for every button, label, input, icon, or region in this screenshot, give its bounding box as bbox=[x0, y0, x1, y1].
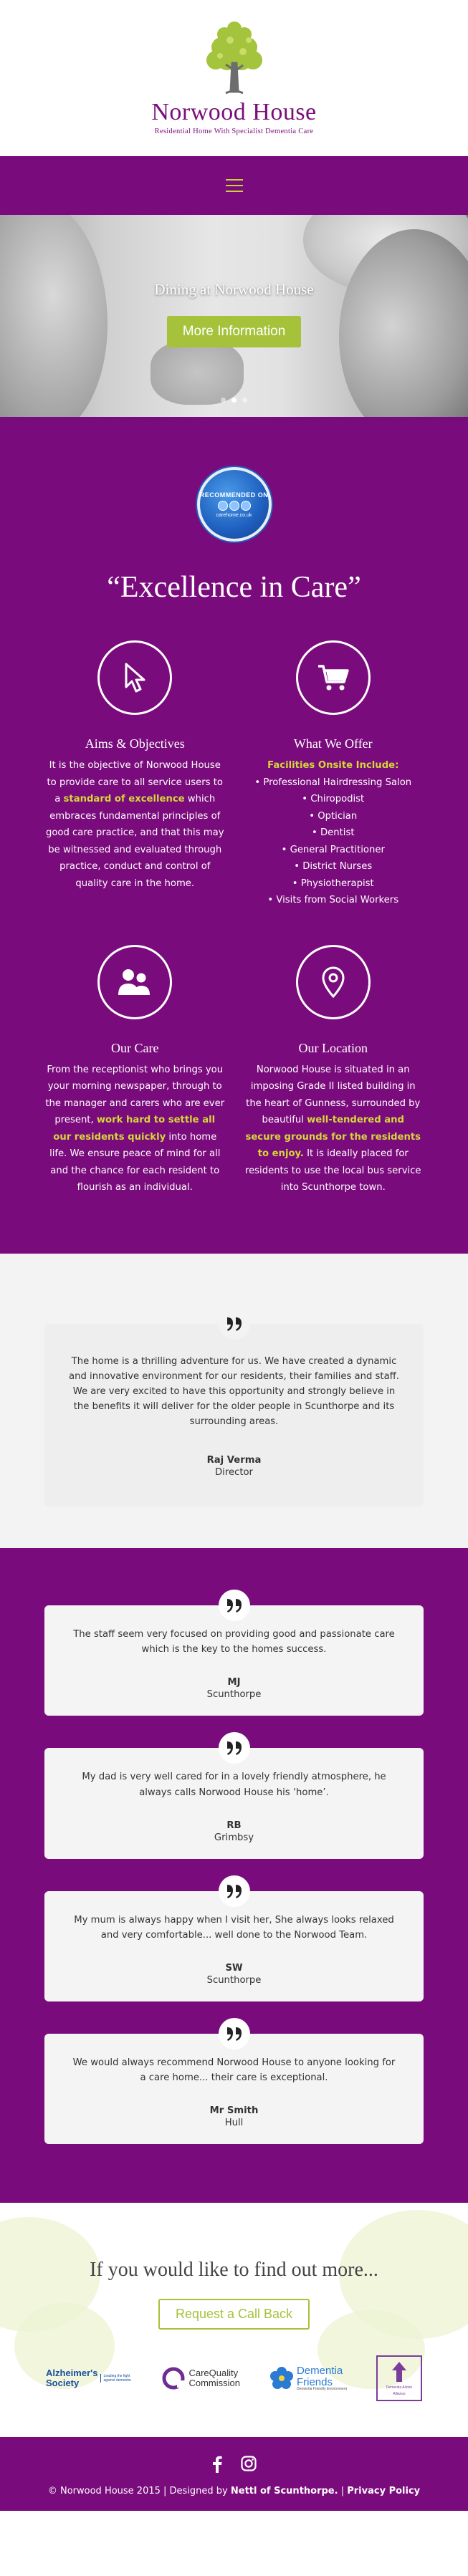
offer-item: • Physiotherapist bbox=[243, 875, 424, 893]
testimonial-text: We would always recommend Norwood House to anyone looking for a care home... their care is exceptional. bbox=[72, 2057, 396, 2083]
care-feature bbox=[44, 945, 226, 1196]
tree-logo-icon[interactable] bbox=[199, 20, 270, 99]
quote-icon bbox=[219, 2018, 250, 2049]
hamburger-menu-icon[interactable] bbox=[226, 179, 243, 192]
testimonial-card bbox=[44, 2034, 424, 2144]
testimonial-text: My mum is always happy when I visit her, She always looks relaxed and very comfortable... well done to the Norwood Team. bbox=[74, 1914, 394, 1941]
shopping-cart-icon bbox=[317, 663, 350, 692]
main-nav bbox=[0, 156, 468, 215]
director-name: Raj Verma bbox=[206, 1455, 262, 1466]
quote-icon bbox=[219, 1875, 250, 1907]
aims-icon-circle bbox=[97, 640, 172, 715]
slider-dot-active[interactable] bbox=[231, 398, 237, 403]
instagram-icon[interactable] bbox=[241, 2456, 257, 2473]
carehome-badge[interactable] bbox=[197, 467, 272, 542]
df-text-a: Dementia bbox=[296, 2364, 343, 2377]
excellence-heading: “Excellence in Care” bbox=[107, 571, 361, 604]
quote-icon bbox=[219, 1590, 250, 1621]
badge-people-icon bbox=[218, 501, 251, 511]
df-text-c: Dementia Friendly Environment bbox=[296, 2387, 347, 2392]
care-text-b: into home life. We ensure peace of mind for all and the chance for each resident to flourish as an individual. bbox=[49, 1131, 221, 1193]
alliance-figure-icon bbox=[389, 2360, 409, 2383]
care-title: Our Care bbox=[111, 1040, 159, 1055]
testimonials-section bbox=[0, 1548, 468, 2203]
offer-list bbox=[243, 774, 424, 909]
testimonial-name: Mr Smith bbox=[209, 2105, 259, 2117]
site-header bbox=[0, 0, 468, 156]
offer-item: • Professional Hairdressing Salon bbox=[243, 774, 424, 792]
offer-item: • Visits from Social Workers bbox=[243, 892, 424, 909]
site-tagline: Residential Home With Specialist Dementia Care bbox=[154, 128, 314, 135]
director-quote: The home is a thrilling adventure for us. We have created a dynamic and innovative environment for our residents, their families and staff. We are very excited to have this opportunity and strongly believe in the benefits it will deliver for the older people in Scunthorpe and its surrounding areas. bbox=[69, 1355, 399, 1427]
alzheimers-society-logo[interactable] bbox=[46, 2368, 132, 2388]
ds-text-b: Alliance bbox=[393, 2392, 406, 2397]
location-highlight: well-tendered and secure grounds for the residents to enjoy. bbox=[245, 1115, 421, 1159]
cqc-text-a: CareQuality bbox=[188, 2367, 239, 2378]
alz-text-b: Society bbox=[46, 2378, 80, 2389]
slider-dot[interactable] bbox=[242, 398, 247, 403]
testimonial-card bbox=[44, 1605, 424, 1716]
ds-text-a: Dementia Action bbox=[386, 2385, 413, 2390]
aims-text-b: which embraces fundamental principles of good care practice, and that this may be witnessed and evaluated through practice, conduct and control of quality care in the home. bbox=[45, 794, 224, 889]
aims-highlight: standard of excellence bbox=[63, 794, 185, 804]
testimonial-place: Grimbsy bbox=[214, 1832, 254, 1843]
alz-text-a: Alzheimer's bbox=[46, 2368, 98, 2379]
offer-title: What We Offer bbox=[293, 736, 373, 751]
slider-dot[interactable] bbox=[221, 398, 226, 403]
offer-feature bbox=[243, 640, 424, 909]
testimonial-name: SW bbox=[225, 1962, 243, 1974]
location-icon-circle bbox=[296, 945, 371, 1019]
care-text bbox=[44, 1062, 226, 1196]
offer-item: • Chiropodist bbox=[243, 791, 424, 808]
hero-slider bbox=[0, 215, 468, 417]
forget-me-not-icon bbox=[269, 2366, 294, 2390]
df-text-b: Friends bbox=[296, 2375, 333, 2388]
cqc-mark-icon bbox=[161, 2366, 186, 2390]
more-information-button[interactable]: More Information bbox=[167, 316, 302, 347]
facebook-icon[interactable] bbox=[212, 2456, 222, 2473]
testimonial-card bbox=[44, 1748, 424, 1858]
director-card bbox=[44, 1324, 424, 1507]
badge-top-text: RECOMMENDED ON bbox=[199, 491, 269, 499]
testimonial-name: MJ bbox=[227, 1677, 241, 1688]
offer-item: • District Nurses bbox=[243, 858, 424, 875]
footer-separator: | bbox=[338, 2486, 348, 2497]
care-text-a: From the receptionist who brings you your morning newspaper, through to the manager and carers who are ever present, bbox=[45, 1064, 225, 1125]
testimonial-text: The staff seem very focused on providing good and passionate care which is the key to the homes success. bbox=[73, 1629, 395, 1655]
partner-logos bbox=[29, 2355, 439, 2401]
testimonial-name: RB bbox=[226, 1820, 242, 1831]
find-out-more-section bbox=[0, 2203, 468, 2437]
offer-item: • General Practitioner bbox=[243, 842, 424, 859]
alz-text-c: Leading the fight against dementia bbox=[100, 2374, 132, 2383]
site-title[interactable]: Norwood House bbox=[151, 99, 317, 125]
aims-text-a: It is the objective of Norwood House to provide care to all service users to a bbox=[47, 760, 223, 804]
aims-title: Aims & Objectives bbox=[85, 736, 185, 751]
location-feature bbox=[243, 945, 424, 1196]
badge-bottom-text: carehome.co.uk bbox=[216, 512, 252, 518]
slider-dots bbox=[0, 398, 468, 403]
location-text-a: Norwood House is situated in an imposing Grade II listed building in the heart of Gunness, surrounded by beautiful bbox=[246, 1064, 421, 1125]
copyright-text: © Norwood House 2015 | Designed by bbox=[47, 2486, 231, 2497]
site-footer bbox=[0, 2437, 468, 2511]
offer-item: • Dentist bbox=[243, 825, 424, 842]
find-out-more-heading: If you would like to find out more... bbox=[90, 2259, 378, 2282]
hero-title: Dining at Norwood House bbox=[154, 281, 314, 298]
request-call-back-button[interactable]: Request a Call Back bbox=[158, 2299, 310, 2330]
map-pin-icon bbox=[321, 966, 345, 999]
dementia-friends-logo[interactable] bbox=[269, 2365, 347, 2392]
cqc-text-b: Commission bbox=[188, 2378, 240, 2389]
testimonial-text: My dad is very well cared for in a lovely friendly atmosphere, he always calls Norwood House his ‘home’. bbox=[82, 1772, 386, 1798]
aims-feature bbox=[44, 640, 226, 909]
offer-icon-circle bbox=[296, 640, 371, 715]
quote-icon bbox=[219, 1308, 250, 1340]
testimonial-place: Hull bbox=[224, 2118, 244, 2129]
director-section bbox=[0, 1254, 468, 1549]
location-text-b: It is ideally placed for residents to use the local bus service into Scunthorpe town. bbox=[244, 1148, 421, 1193]
care-highlight: work hard to settle all our residents quickly bbox=[53, 1115, 216, 1143]
copyright bbox=[0, 2486, 468, 2496]
users-icon bbox=[117, 966, 153, 998]
designer-link[interactable]: Nettl of Scunthorpe. bbox=[230, 2486, 338, 2497]
quote-icon bbox=[219, 1732, 250, 1764]
director-role: Director bbox=[215, 1467, 253, 1479]
location-title: Our Location bbox=[298, 1040, 368, 1055]
offer-subtitle: Facilities Onsite Include: bbox=[267, 760, 399, 771]
care-quality-commission-logo[interactable] bbox=[161, 2366, 240, 2390]
aims-text bbox=[44, 757, 226, 892]
testimonial-place: Scunthorpe bbox=[206, 1689, 262, 1701]
offer-item: • Optician bbox=[243, 808, 424, 825]
testimonial-place: Scunthorpe bbox=[206, 1974, 262, 1986]
social-links bbox=[0, 2456, 468, 2473]
pointer-icon bbox=[120, 661, 149, 694]
location-text bbox=[243, 1062, 424, 1196]
privacy-policy-link[interactable]: Privacy Policy bbox=[347, 2486, 421, 2497]
hero-photo-hand bbox=[151, 340, 244, 405]
care-icon-circle bbox=[97, 945, 172, 1019]
features-section bbox=[0, 417, 468, 1254]
dementia-action-alliance-logo[interactable] bbox=[376, 2355, 422, 2401]
testimonial-card bbox=[44, 1891, 424, 2001]
